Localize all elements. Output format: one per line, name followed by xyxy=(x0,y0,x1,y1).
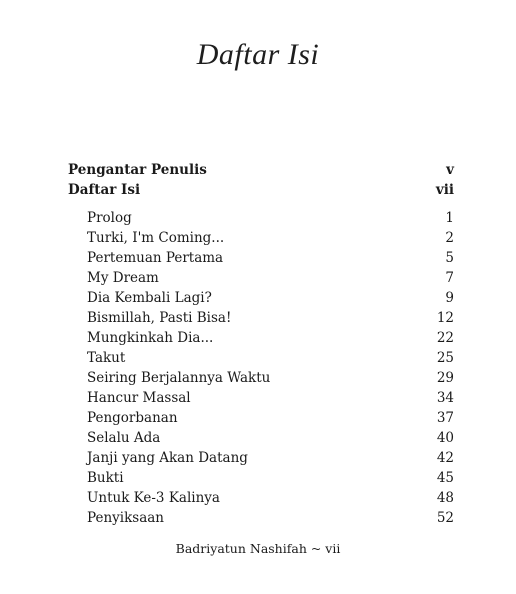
toc-entry-title: Mungkinkah Dia... xyxy=(87,330,214,346)
toc-entry-title: Selalu Ada xyxy=(87,430,161,446)
toc-entry-page: 9 xyxy=(445,290,454,306)
toc-entry-page: 22 xyxy=(436,330,454,346)
toc-entry-title: Bismillah, Pasti Bisa! xyxy=(87,310,232,326)
toc-sub-entry xyxy=(68,408,454,428)
toc-entry-title: Takut xyxy=(87,350,126,366)
toc-sub-entry xyxy=(68,448,454,468)
toc-entry-title: Pengorbanan xyxy=(87,410,178,426)
toc-sub-entry xyxy=(68,388,454,408)
toc-entry-page: 40 xyxy=(436,430,454,446)
toc-entry-page: 52 xyxy=(436,510,454,526)
toc-entry-page: 1 xyxy=(445,210,454,226)
toc-entry-page: 29 xyxy=(436,370,454,386)
toc-entry-title: Pertemuan Pertama xyxy=(87,250,224,266)
toc-entry-page: 12 xyxy=(436,310,454,326)
toc-entry-title: Hancur Massal xyxy=(87,390,191,406)
toc-main-entry xyxy=(68,160,454,180)
toc-entry-page: 5 xyxy=(445,250,454,266)
toc-sub-entry xyxy=(68,328,454,348)
toc-entry-page: v xyxy=(446,162,454,178)
toc-entry-page: 2 xyxy=(445,230,454,246)
toc-entry-page: 48 xyxy=(436,490,454,506)
toc-sub-entry xyxy=(68,208,454,228)
toc-sub-entry xyxy=(68,368,454,388)
page-title: Daftar Isi xyxy=(196,38,320,71)
toc-entry-page: 45 xyxy=(436,470,454,486)
toc-entry-title: Dia Kembali Lagi? xyxy=(87,290,212,306)
table-of-contents xyxy=(68,160,454,528)
toc-entry-title: Janji yang Akan Datang xyxy=(87,450,248,466)
toc-entry-page: 25 xyxy=(436,350,454,366)
toc-entry-page: 7 xyxy=(445,270,454,286)
page-footer: Badriyatun Nashifah ~ vii xyxy=(175,541,341,556)
toc-sub-entry xyxy=(68,308,454,328)
toc-entry-title: Prolog xyxy=(87,210,132,226)
toc-entry-title: My Dream xyxy=(87,270,159,286)
toc-main-entry xyxy=(68,180,454,200)
toc-sub-entry xyxy=(68,268,454,288)
toc-sub-entry xyxy=(68,488,454,508)
toc-entry-title: Bukti xyxy=(87,470,124,486)
spacer xyxy=(68,200,454,208)
toc-entry-page: 34 xyxy=(436,390,454,406)
toc-sub-entry xyxy=(68,468,454,488)
toc-entry-title: Penyiksaan xyxy=(87,510,165,526)
toc-sub-entry xyxy=(68,508,454,528)
toc-entry-title: Turki, I'm Coming... xyxy=(87,230,225,246)
toc-entry-page: 37 xyxy=(436,410,454,426)
toc-sub-entry xyxy=(68,248,454,268)
toc-sub-list xyxy=(68,208,454,528)
toc-sub-entry xyxy=(68,348,454,368)
toc-entry-page: 42 xyxy=(436,450,454,466)
toc-entry-title: Daftar Isi xyxy=(68,182,141,198)
toc-sub-entry xyxy=(68,288,454,308)
toc-sub-entry xyxy=(68,228,454,248)
toc-entry-title: Seiring Berjalannya Waktu xyxy=(87,370,271,386)
toc-entry-title: Untuk Ke-3 Kalinya xyxy=(87,490,220,506)
toc-entry-page: vii xyxy=(435,182,454,198)
toc-sub-entry xyxy=(68,428,454,448)
toc-entry-title: Pengantar Penulis xyxy=(68,162,207,178)
